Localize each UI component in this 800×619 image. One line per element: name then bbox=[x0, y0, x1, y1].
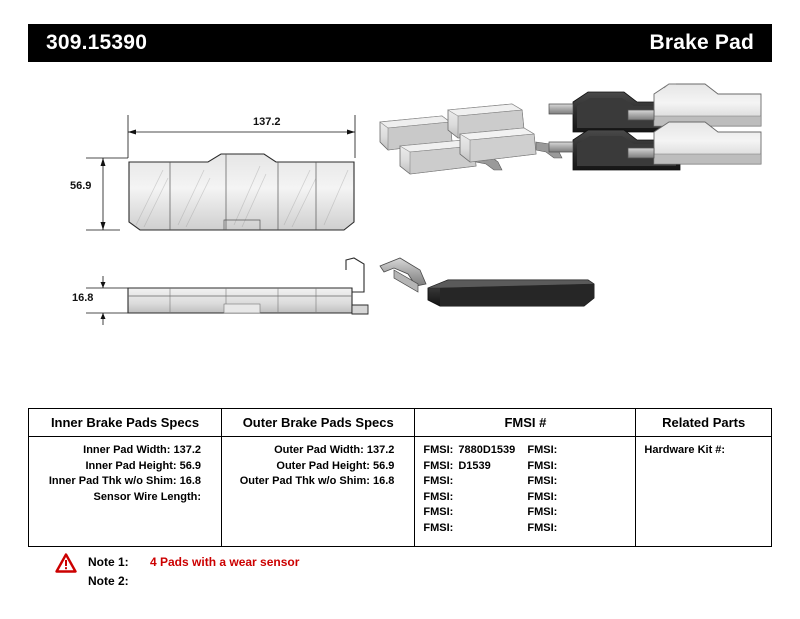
fmsi-value bbox=[453, 522, 458, 534]
fmsi-label: FMSI: bbox=[423, 521, 454, 534]
fmsi-value bbox=[557, 522, 562, 534]
fmsi-entry bbox=[527, 505, 627, 521]
fmsi-entry bbox=[423, 459, 527, 475]
fmsi-value bbox=[557, 491, 562, 503]
dimension-label-width: 137.2 bbox=[253, 116, 281, 128]
pad-photo-light-2 bbox=[654, 122, 761, 164]
fmsi-entry bbox=[423, 505, 527, 521]
fmsi-entry bbox=[423, 443, 527, 459]
fmsi-label: FMSI: bbox=[527, 490, 558, 503]
dimension-label-height: 56.9 bbox=[70, 180, 92, 192]
part-number: 309.15390 bbox=[46, 31, 148, 54]
fmsi-entry bbox=[527, 443, 627, 459]
pad-photo-light-1 bbox=[654, 84, 761, 126]
inner-spec-sensor-wire-length: Sensor Wire Length: bbox=[93, 490, 202, 503]
inner-spec-height: Inner Pad Height: 56.9 bbox=[85, 459, 202, 472]
inner-spec-width: Inner Pad Width: 137.2 bbox=[83, 444, 202, 456]
dimension-width bbox=[128, 115, 355, 158]
fmsi-entry bbox=[423, 474, 527, 490]
outer-spec-width: Outer Pad Width: 137.2 bbox=[274, 444, 395, 456]
header-fmsi: FMSI # bbox=[415, 409, 636, 437]
fmsi-value bbox=[557, 506, 562, 518]
page-title: Brake Pad bbox=[649, 31, 754, 54]
fmsi-label: FMSI: bbox=[527, 475, 558, 487]
note-2-label: Note 2: bbox=[88, 573, 129, 588]
drawing-svg bbox=[28, 70, 772, 390]
note-1-row bbox=[88, 552, 555, 571]
cell-fmsi bbox=[415, 437, 636, 547]
pad-photo-side-dark bbox=[380, 258, 594, 306]
fmsi-value: D1539 bbox=[458, 459, 491, 472]
inner-spec-thickness: Inner Pad Thk w/o Shim: 16.8 bbox=[48, 475, 202, 487]
specs-table-body-row bbox=[29, 437, 772, 547]
fmsi-label: FMSI: bbox=[423, 506, 454, 518]
notes-section bbox=[55, 552, 555, 590]
warning-icon bbox=[55, 553, 77, 573]
fmsi-label: FMSI: bbox=[423, 459, 454, 472]
header-related-parts: Related Parts bbox=[636, 409, 772, 437]
fmsi-label: FMSI: bbox=[423, 444, 454, 456]
fmsi-label: FMSI: bbox=[527, 444, 558, 456]
header-inner-specs: Inner Brake Pads Specs bbox=[29, 409, 222, 437]
header-outer-specs: Outer Brake Pads Specs bbox=[222, 409, 415, 437]
technical-drawing-area bbox=[28, 70, 772, 390]
cell-outer-specs bbox=[222, 437, 415, 547]
fmsi-label: FMSI: bbox=[527, 506, 558, 518]
cell-inner-specs bbox=[29, 437, 222, 547]
hardware-kit-number: Hardware Kit #: bbox=[644, 444, 726, 456]
fmsi-entry bbox=[527, 459, 627, 475]
pad-front-view bbox=[129, 154, 354, 230]
outer-spec-height: Outer Pad Height: 56.9 bbox=[276, 459, 395, 472]
header-bar bbox=[28, 24, 772, 62]
dimension-height bbox=[86, 158, 128, 230]
fmsi-value bbox=[453, 475, 458, 487]
note-1-label: Note 1: bbox=[88, 554, 129, 569]
fmsi-list bbox=[423, 443, 627, 536]
dimension-label-thickness: 16.8 bbox=[72, 292, 94, 304]
fmsi-entry bbox=[527, 474, 627, 490]
fmsi-entry bbox=[423, 521, 527, 537]
fmsi-value bbox=[557, 460, 562, 472]
fmsi-label: FMSI: bbox=[527, 521, 558, 534]
specs-table bbox=[28, 408, 772, 547]
fmsi-value: 7880D1539 bbox=[458, 444, 516, 456]
note-2-row bbox=[88, 571, 555, 590]
specs-table-header-row bbox=[29, 409, 772, 437]
pad-side-view bbox=[128, 258, 368, 314]
fmsi-value bbox=[557, 444, 562, 456]
fmsi-entry bbox=[527, 521, 627, 537]
cell-related-parts bbox=[636, 437, 772, 547]
fmsi-value bbox=[453, 491, 458, 503]
outer-spec-thickness: Outer Pad Thk w/o Shim: 16.8 bbox=[239, 475, 395, 487]
fmsi-label: FMSI: bbox=[527, 459, 558, 472]
fmsi-value bbox=[453, 506, 458, 518]
fmsi-label: FMSI: bbox=[423, 490, 454, 503]
pad-photo-small-4 bbox=[460, 128, 562, 162]
fmsi-label: FMSI: bbox=[423, 475, 454, 487]
fmsi-entry bbox=[527, 490, 627, 506]
fmsi-entry bbox=[423, 490, 527, 506]
note-1-value: 4 Pads with a wear sensor bbox=[150, 554, 300, 569]
fmsi-value bbox=[557, 475, 562, 487]
